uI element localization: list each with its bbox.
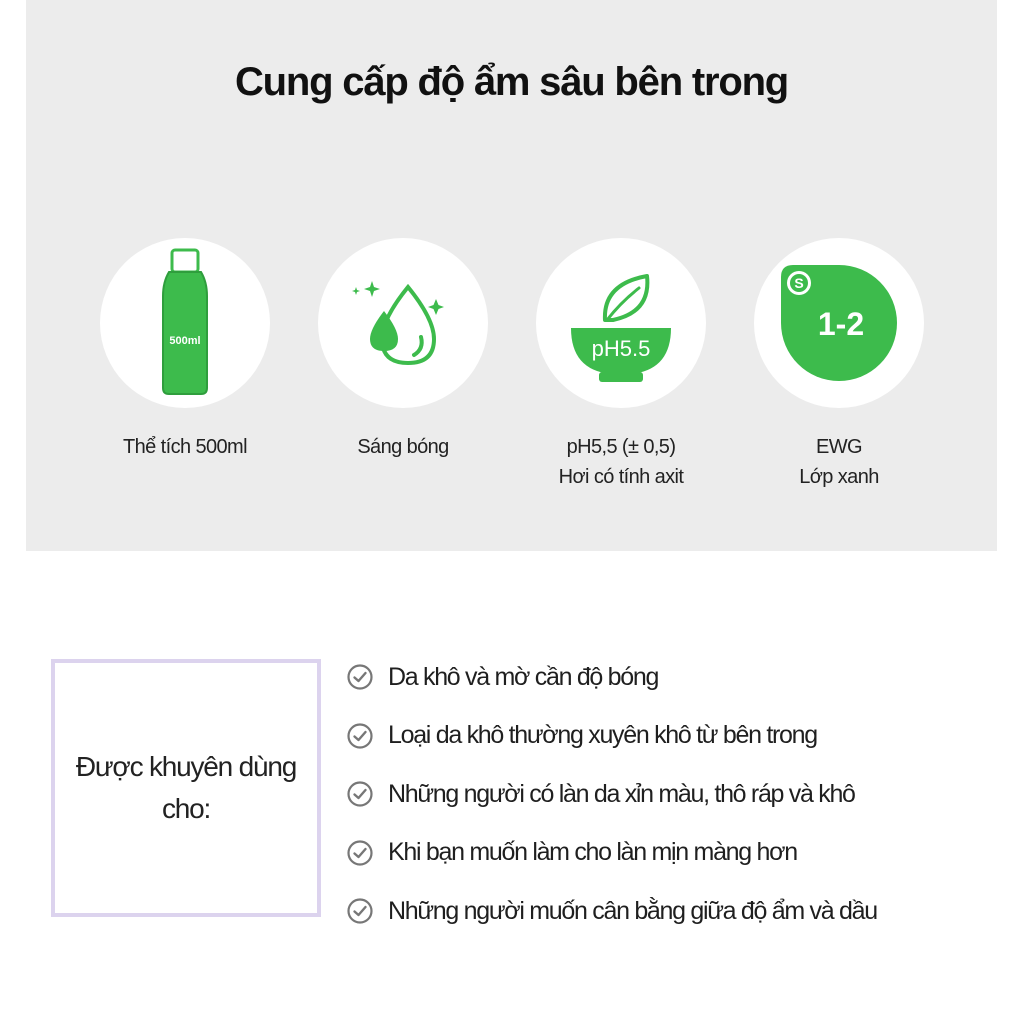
check-circle-icon xyxy=(346,722,374,750)
list-item xyxy=(346,765,1006,824)
check-circle-icon xyxy=(346,780,374,808)
check-circle-icon xyxy=(346,839,374,867)
ph-label: pH5.5 xyxy=(591,336,651,361)
caption-line-2: Hơi có tính axit xyxy=(558,466,684,488)
feature-caption xyxy=(799,432,879,492)
features-panel xyxy=(26,0,997,551)
leaf-bowl-icon xyxy=(561,258,681,388)
ewg-badge-icon xyxy=(779,263,899,383)
list-item xyxy=(346,824,1006,883)
bottle-icon xyxy=(155,248,215,398)
water-drop-sparkle-icon xyxy=(348,273,458,373)
feature-circle xyxy=(536,238,706,408)
caption-line-1: pH5,5 (± 0,5) xyxy=(566,436,676,458)
recommended-list xyxy=(346,648,1006,941)
caption-line-1: Thể tích 500ml xyxy=(123,436,247,458)
ewg-grade-label: 1-2 xyxy=(817,306,865,342)
feature-glow xyxy=(308,238,498,462)
caption-line-1: EWG xyxy=(816,436,862,458)
list-item-text: Loại da khô thường xuyên khô từ bên trong xyxy=(388,721,817,750)
section-headline: Cung cấp độ ẩm sâu bên trong xyxy=(234,60,789,104)
recommended-for-title: Được khuyên dùng cho: xyxy=(75,751,297,824)
list-item xyxy=(346,707,1006,766)
feature-caption xyxy=(123,432,247,462)
svg-text:S: S xyxy=(794,275,804,291)
feature-ewg xyxy=(744,238,934,492)
list-item-text: Những người có làn da xỉn màu, thô ráp và khô xyxy=(388,779,855,808)
list-item-text: Khi bạn muốn làm cho làn mịn màng hơn xyxy=(388,838,797,867)
feature-circle xyxy=(100,238,270,408)
caption-line-1: Sáng bóng xyxy=(357,436,449,458)
list-item-text: Những người muốn cân bằng giữa độ ẩm và dầu xyxy=(388,896,877,925)
caption-line-2: Lớp xanh xyxy=(799,466,879,488)
feature-circle xyxy=(318,238,488,408)
check-circle-icon xyxy=(346,897,374,925)
feature-volume xyxy=(90,238,280,462)
check-circle-icon xyxy=(346,663,374,691)
feature-ph xyxy=(526,238,716,492)
bottle-label: 500ml xyxy=(169,335,201,347)
feature-caption xyxy=(559,432,684,492)
list-item-text: Da khô và mờ cần độ bóng xyxy=(388,662,659,691)
recommended-for-box xyxy=(51,659,321,917)
list-item xyxy=(346,648,1006,707)
feature-circle xyxy=(754,238,924,408)
feature-caption xyxy=(357,432,448,462)
list-item xyxy=(346,882,1006,941)
